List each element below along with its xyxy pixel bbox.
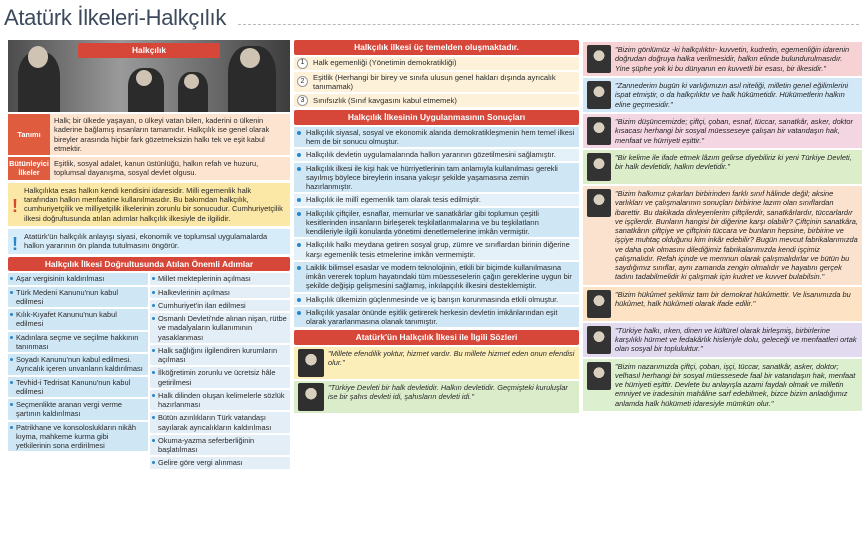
ataturk-portrait-icon — [587, 81, 611, 109]
complementary-row — [8, 157, 290, 180]
step-item: Osmanlı Devleti'nde alınan nişan, rütbe ve madalyaların kullanımının yasaklanması — [150, 313, 290, 343]
principle-number: 3 — [297, 95, 308, 106]
title-divider — [238, 24, 859, 25]
warning-note — [8, 183, 290, 227]
ataturk-crowd-photo — [8, 40, 290, 112]
principle-item — [294, 72, 579, 93]
quote-card — [583, 186, 862, 285]
result-item: Halkçılık ile millî egemenlik tam olarak tesis edilmiştir. — [294, 194, 579, 205]
quotes-header: Atatürk'ün Halkçılık İlkesi ile İlgili Sözleri — [294, 330, 579, 345]
step-item: Halk sağlığını ilgilendiren kurumların açılması — [150, 345, 290, 366]
quote-text: "Bir kelime ile ifade etmek lâzım gelirse diyebiliriz ki yeni Türkiye Devleti, bir halk devletidir, halkın devletidir." — [615, 153, 852, 172]
step-item: Gelire göre vergi alınması — [150, 457, 290, 468]
ataturk-portrait-icon — [587, 362, 611, 390]
exclamation-icon: ! — [12, 234, 18, 255]
step-item: Halk dilinden oluşan kelimelerle sözlük hazırlanması — [150, 390, 290, 411]
step-item: İlköğretimin zorunlu ve ücretsiz hâle getirilmesi — [150, 367, 290, 388]
step-item: Aşar vergisinin kaldırılması — [8, 273, 148, 284]
definition-label: Tanımı — [8, 114, 50, 155]
exclamation-icon: ! — [12, 195, 18, 216]
principles-header: Halkçılık ilkesi üç temelden oluşmaktadır. — [294, 40, 579, 55]
quote-card — [583, 359, 862, 411]
definition-row — [8, 114, 290, 155]
quote-card — [583, 150, 862, 184]
quote-card — [583, 287, 862, 321]
ataturk-portrait-icon — [587, 290, 611, 318]
step-item: Kılık-Kıyafet Kanunu'nun kabul edilmesi — [8, 309, 148, 330]
principle-text: Sınıfsızlık (Sınıf kavgasını kabul etmemek) — [313, 96, 457, 106]
step-item: Seçmenlikte aranan vergi verme şartının kaldırılması — [8, 399, 148, 420]
result-item: Halkçılık ilkesi ile kişi hak ve hürriyetlerinin tam anlamıyla kullanılması gerekli sayılmış böylece bireylerin insana yakışır şekilde yaşamasına zemin hazırlanmıştır. — [294, 163, 579, 193]
result-item: Halkçılık siyasal, sosyal ve ekonomik alanda demokratikleşmenin hem temel ilkesi hem de bir sonucu olmuştur. — [294, 127, 579, 148]
step-item: Kadınlara seçme ve seçilme hakkının tanınması — [8, 332, 148, 353]
step-item: Türk Medeni Kanunu'nun kabul edilmesi — [8, 287, 148, 308]
quote-text: "Bizim düşüncemizde; çiftçi, çoban, esnaf, tüccar, sanatkâr, asker, doktor kısacası herhangi bir sosyal müesseseye çalışan bir vatandaşın hak, menfaat ve hürriyeti eşittir." — [615, 117, 854, 145]
quote-card — [583, 114, 862, 148]
quote-card — [294, 381, 579, 413]
principle-text: Halk egemenliği (Yönetimin demokratikliği) — [313, 58, 457, 68]
result-item: Halkçılık ülkemizin güçlenmesinde ve iç barışın korunmasında etkili olmuştur. — [294, 294, 579, 305]
quote-text: "Bizim nazarımızda çiftçi, çoban, işçi, tüccar, sanatkâr, asker, doktor; velhasıl herhangi bir sosyal müessesede faal bir vatandaşın hak, menfaat ve hürriyeti eşittir. Devlete bu anlayışla azami faydalı olmak ve milletin emniyet ve iradesinin mahâline sarf edebilmek, bizce bizim anladığımız anlamda halk hükümeti idaresiyle mümkün olur." — [615, 361, 856, 408]
ataturk-portrait-icon — [587, 45, 611, 73]
warning-text: Halkçılıkta esas halkın kendi kendisini idaresidir. Milli egemenlik halk tarafından halkın menfaatine kullanılmasıdır. Bu bakımdan halkçılık, cumhuriyetçilik ve milliyetçilik ilkelerinin zorunlu bir sonucudur. Cumhuriyetçilik ilkesi doğrultusunda atılan adımlar halkçılık ilkesiyle de ilgilidir. — [24, 185, 283, 223]
info-note — [8, 229, 290, 254]
step-item: Patrikhane ve konsoloslukların nikâh kıyma, mahkeme kurma gibi yetkilerinin sona erdirilmesi — [8, 422, 148, 452]
ataturk-portrait-icon — [587, 326, 611, 354]
quote-card — [583, 42, 862, 76]
quote-text: "Millete efendilik yoktur, hizmet vardır. Bu millete hizmet eden onun efendisi olur." — [328, 348, 575, 368]
quote-text: "Bizim hükûmet şeklimiz tam bir demokrat hükûmettir. Ve lisanımızda bu hükûmet, halk hükûmeti olarak ifade edilir." — [615, 289, 851, 308]
left-column — [8, 40, 290, 548]
principles-list — [294, 57, 579, 108]
step-item: Millet mekteplerinin açılması — [150, 273, 290, 284]
complementary-text: Eşitlik, sosyal adalet, kanun üstünlüğü, halkın refah ve huzuru, toplumsal dayanışma, sosyal devlet olgusu. — [54, 159, 259, 178]
principle-item — [294, 94, 579, 107]
principle-number: 1 — [297, 58, 308, 69]
page-title: Atatürk İlkeleri-Halkçılık — [4, 5, 227, 30]
result-item: Halkçılık devletin uygulamalarında halkın yararının gözetilmesini sağlamıştır. — [294, 149, 579, 160]
step-item: Bütün azınlıkların Türk vatandaşı sayılarak ayrıcalıkların kaldırılması — [150, 412, 290, 433]
result-item: Halkçılık halkı meydana getiren sosyal grup, zümre ve sınıflardan birinin diğerine karşı egemenlik tesis etmelerine imkân vermemiştir. — [294, 239, 579, 260]
ataturk-portrait-icon — [298, 349, 324, 377]
step-item: Cumhuriyet'in ilan edilmesi — [150, 300, 290, 311]
ataturk-portrait-icon — [298, 383, 324, 411]
quote-card — [294, 347, 579, 379]
steps-column-1 — [8, 273, 148, 468]
step-item: Soyadı Kanunu'nun kabul edilmesi. Ayrıcalık içeren unvanların kaldırılması — [8, 354, 148, 375]
step-item: Okuma-yazma seferberliğinin başlatılması — [150, 435, 290, 456]
ataturk-portrait-icon — [587, 117, 611, 145]
result-item: Halkçılık yasalar önünde eşitlik getirerek herkesin devletin imkânlarından eşit olarak yararlanmasına olanak tanımıştır. — [294, 307, 579, 328]
ataturk-portrait-icon — [587, 189, 611, 217]
principle-text: Eşitlik (Herhangi bir birey ve sınıfa ulusun genel hakları dışında ayrıcalık tanımamak) — [313, 72, 556, 91]
right-column — [583, 40, 862, 548]
result-item: Halkçılık çiftçiler, esnaflar, memurlar ve sanatkârlar gibi toplumun çeşitli kesitlerinden insanların birleşerek teşkilatlanmalarına ve bu teşkilatların kendileriyle ilgili konularda yönetimi denetlemelerine imkân vermiştir. — [294, 208, 579, 238]
steps-grid — [8, 273, 290, 468]
results-list — [294, 127, 579, 328]
principle-item — [294, 57, 579, 70]
quote-text: "Türkiye halkı, ırken, dinen ve kültürel olarak birleşmiş, birbirlerine karşılıklı hürmet ve fedakârlık hisleriyle dolu, geleceği ve menfaatleri ortak olan sosyal bir topluluktur." — [615, 325, 857, 353]
definition-text: Halk; bir ülkede yaşayan, o ülkeyi vatan bilen, kaderini o ülkenin kaderine bağlamış insanların tamamıdır. Halkçılık ise genel olarak bireyler arasında hiçbir fark gözetmeksizin halkı tek ve eşit kabul etmektir. — [54, 116, 270, 153]
result-item: Laiklik bilimsel esaslar ve modern teknolojinin, etkili bir biçimde kullanılmasına imkân vererek toplum hayatındaki tüm müesseselerin çağın gereklerine uygun bir şekilde değişip gelişmesini sağlamış, inkılapçılık ilkesini desteklemiştir. — [294, 262, 579, 292]
quote-card — [583, 78, 862, 112]
info-text: Atatürk'ün halkçılık anlayışı siyasi, ekonomik ve toplumsal uygulamalarda halkın yararının ön planda tutulmasını öngörür. — [24, 232, 268, 251]
quote-text: "Bizim gönlümüz -ki halkçılıktır- kuvvetin, kudretin, egemenliğin idarenin doğrudan doğruya halka verilmesidir, halkın elinde bulundurulmasıdır. Yine şüphe yok ki bu dünyanın en kuvvetli bir esası, bir ilkesidir." — [615, 45, 850, 73]
quote-text: "Türkiye Devleti bir halk devletidir. Halkın devletidir. Geçmişteki kuruluşlar ise bir şahıs devleti idi, şahısların devleti idi." — [328, 382, 568, 402]
step-item: Tevhid-i Tedrisat Kanunu'nun kabul edilmesi — [8, 377, 148, 398]
middle-column — [294, 40, 579, 548]
quote-text: "Zannederim bugün ki varlığımızın asıl niteliği, milletin genel eğilimlerini ispat etmiştir, o da halkçılıktır ve halk hükümetidir. Hükümetlerin halkın eline geçmesidir." — [615, 81, 849, 109]
ataturk-portrait-icon — [587, 153, 611, 181]
results-header: Halkçılık İlkesinin Uygulanmasının Sonuçları — [294, 110, 579, 125]
quote-card — [583, 323, 862, 357]
steps-header: Halkçılık İlkesi Doğrultusunda Atılan Önemli Adımlar — [8, 257, 290, 272]
principle-number: 2 — [297, 76, 308, 87]
complementary-label: Bütünleyici İlkeler — [8, 157, 50, 180]
halkcilik-header: Halkçılık — [78, 43, 220, 58]
steps-column-2 — [150, 273, 290, 468]
quote-text: "Bizim halkımız çıkarları birbirinden farklı sınıf hâlinde değil; aksine varlıkları ve çalışmalarının sonuçları birbirine lazım olan sınıflardan ibarettir. Bu dakikada dinleyenlerim çiftçilerdir, sanatkârlardır, tüccarlardır ve işçilerdir. Bunların hangisi bir diğerine karşı olabilir? Çiftçinin sanatkâra, sanatkârın çiftçiye ve çiftçinin tüccara ve bunların hepsine, birbirine ve işçiye muhtaç olduğunu kim inkâr edebilir? Bugün mevcut fabrikalarımızda ve daha çok olmasını dilediğimiz fabrikalarımızda kendi işçimiz çalışmalıdır. Refah içinde ve memnun olarak çalışmalıdırlar ve bütün bu saydığımız sınıflar, aynı zamanda zengin olmalıdır ve hayatını gerçek tadını tadabilmelidir ki çalışmak için kudret ve kuvvet bulabilsin." — [615, 189, 858, 282]
step-item: Halkevlerinin açılması — [150, 287, 290, 298]
